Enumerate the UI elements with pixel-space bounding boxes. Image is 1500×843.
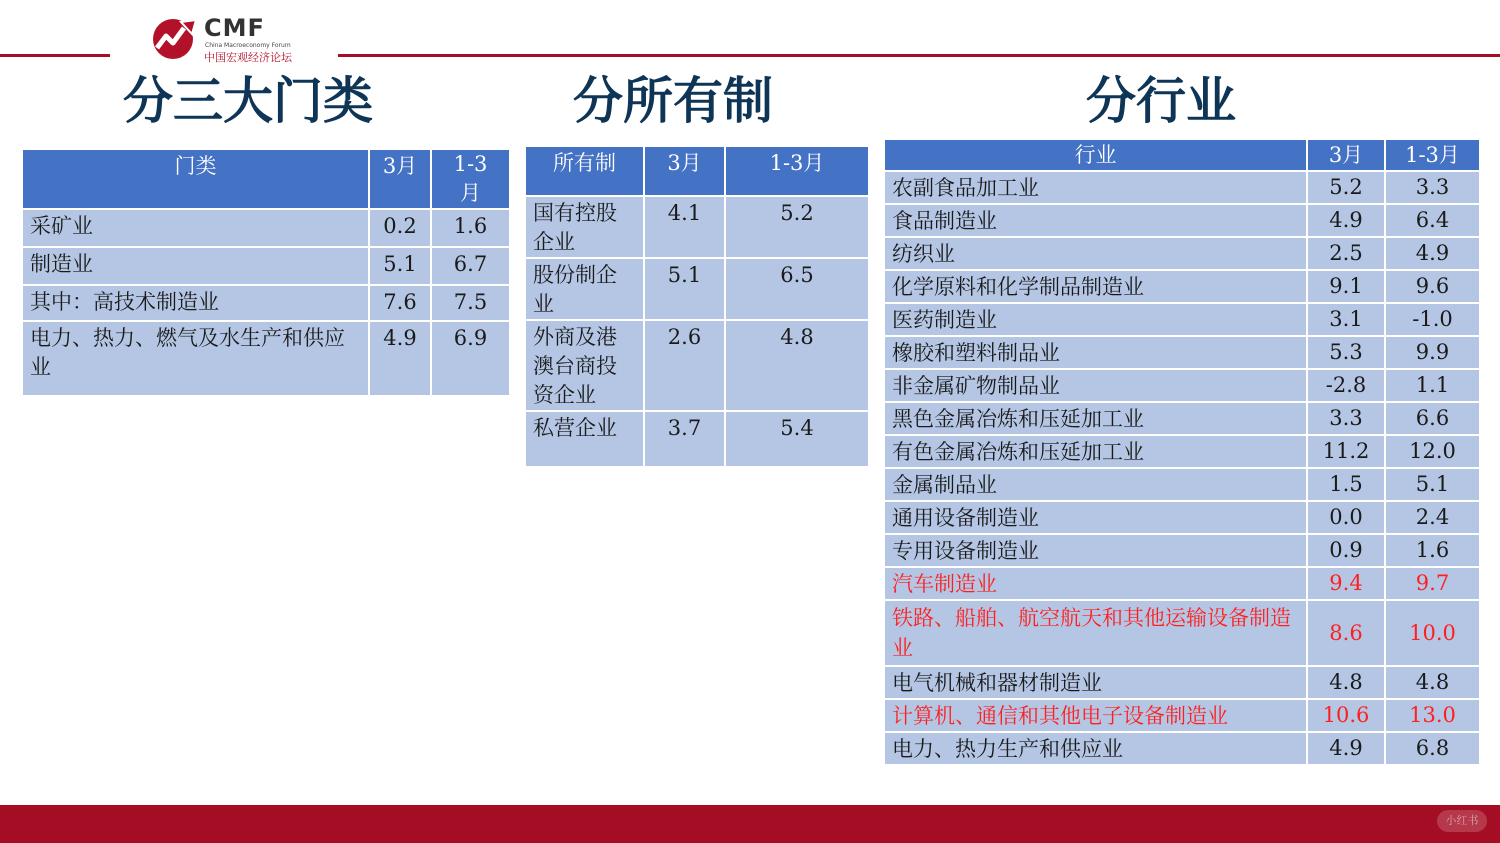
row-q1-value: -1.0	[1385, 303, 1480, 336]
row-name: 有色金属冶炼和压延加工业	[884, 435, 1307, 468]
table-row	[22, 285, 510, 321]
row-march-value: 2.6	[644, 320, 725, 411]
table-row	[525, 320, 869, 411]
table-row	[884, 567, 1480, 600]
table-row	[884, 336, 1480, 369]
row-q1-value: 1.6	[431, 209, 510, 247]
row-name: 黑色金属冶炼和压延加工业	[884, 402, 1307, 435]
table-row	[884, 600, 1480, 666]
row-march-value: -2.8	[1307, 369, 1385, 402]
row-march-value: 11.2	[1307, 435, 1385, 468]
row-q1-value: 12.0	[1385, 435, 1480, 468]
row-march-value: 5.3	[1307, 336, 1385, 369]
row-march-value: 9.1	[1307, 270, 1385, 303]
row-q1-value: 3.3	[1385, 171, 1480, 204]
row-march-value: 4.9	[369, 321, 431, 396]
row-q1-value: 5.4	[725, 411, 869, 467]
table-row	[884, 435, 1480, 468]
table-row	[884, 468, 1480, 501]
table-header-row	[884, 139, 1480, 171]
row-name: 采矿业	[22, 209, 369, 247]
table-row	[22, 321, 510, 396]
row-q1-value: 6.5	[725, 258, 869, 320]
table-row	[525, 411, 869, 467]
industry-section-title: 分行业	[1086, 72, 1236, 130]
table-header-row	[22, 149, 510, 209]
table-row	[884, 369, 1480, 402]
row-name: 电气机械和器材制造业	[884, 666, 1307, 699]
row-q1-value: 4.8	[1385, 666, 1480, 699]
row-q1-value: 9.9	[1385, 336, 1480, 369]
row-q1-value: 9.7	[1385, 567, 1480, 600]
row-march-value: 4.8	[1307, 666, 1385, 699]
row-name: 通用设备制造业	[884, 501, 1307, 534]
row-name: 外商及港澳台商投资企业	[525, 320, 644, 411]
row-march-value: 7.6	[369, 285, 431, 321]
category-section-title: 分三大门类	[123, 72, 373, 130]
table-row	[884, 204, 1480, 237]
logo-chinese: 中国宏观经济论坛	[204, 51, 292, 64]
row-name: 专用设备制造业	[884, 534, 1307, 567]
row-march-value: 10.6	[1307, 699, 1385, 732]
row-name: 制造业	[22, 247, 369, 285]
cmf-logo-icon	[151, 16, 201, 60]
logo-english: China Macroeconomy Forum	[205, 42, 291, 49]
row-march-value: 4.9	[1307, 204, 1385, 237]
row-q1-value: 5.1	[1385, 468, 1480, 501]
row-q1-value: 6.8	[1385, 732, 1480, 765]
row-name: 铁路、船舶、航空航天和其他运输设备制造业	[884, 600, 1307, 666]
row-q1-value: 13.0	[1385, 699, 1480, 732]
row-name: 电力、热力、燃气及水生产和供应业	[22, 321, 369, 396]
column-header-march: 3月	[369, 149, 431, 209]
row-q1-value: 6.6	[1385, 402, 1480, 435]
row-march-value: 8.6	[1307, 600, 1385, 666]
table-row	[884, 402, 1480, 435]
row-march-value: 3.3	[1307, 402, 1385, 435]
row-march-value: 0.0	[1307, 501, 1385, 534]
table-row	[525, 258, 869, 320]
row-q1-value: 6.4	[1385, 204, 1480, 237]
header-rule-left	[0, 54, 110, 57]
table-row	[884, 171, 1480, 204]
row-name: 医药制造业	[884, 303, 1307, 336]
column-header-q1: 1-3月	[725, 146, 869, 196]
row-q1-value: 7.5	[431, 285, 510, 321]
row-name: 电力、热力生产和供应业	[884, 732, 1307, 765]
row-march-value: 1.5	[1307, 468, 1385, 501]
industry-table	[883, 138, 1481, 766]
row-q1-value: 2.4	[1385, 501, 1480, 534]
table-row	[884, 303, 1480, 336]
table-row	[884, 699, 1480, 732]
row-march-value: 5.2	[1307, 171, 1385, 204]
row-march-value: 9.4	[1307, 567, 1385, 600]
row-march-value: 3.1	[1307, 303, 1385, 336]
row-q1-value: 6.7	[431, 247, 510, 285]
row-march-value: 4.9	[1307, 732, 1385, 765]
column-header-march: 3月	[1307, 139, 1385, 171]
header-rule-right	[338, 54, 1500, 57]
row-name: 股份制企业	[525, 258, 644, 320]
category-table	[21, 148, 511, 397]
row-name: 橡胶和塑料制品业	[884, 336, 1307, 369]
row-q1-value: 4.9	[1385, 237, 1480, 270]
table-row	[525, 196, 869, 258]
row-name: 计算机、通信和其他电子设备制造业	[884, 699, 1307, 732]
row-name: 非金属矿物制品业	[884, 369, 1307, 402]
row-q1-value: 9.6	[1385, 270, 1480, 303]
row-march-value: 0.2	[369, 209, 431, 247]
row-march-value: 5.1	[644, 258, 725, 320]
ownership-section-title: 分所有制	[573, 72, 773, 130]
row-march-value: 3.7	[644, 411, 725, 467]
row-q1-value: 4.8	[725, 320, 869, 411]
column-header-category: 门类	[22, 149, 369, 209]
table-row	[884, 270, 1480, 303]
watermark: 小红书	[1437, 810, 1487, 832]
table-row	[884, 732, 1480, 765]
row-name: 食品制造业	[884, 204, 1307, 237]
row-name: 纺织业	[884, 237, 1307, 270]
row-name: 化学原料和化学制品制造业	[884, 270, 1307, 303]
row-march-value: 2.5	[1307, 237, 1385, 270]
logo-name: CMF	[204, 14, 265, 42]
column-header-march: 3月	[644, 146, 725, 196]
cmf-logo	[148, 14, 338, 64]
column-header-q1	[431, 149, 510, 209]
row-march-value: 5.1	[369, 247, 431, 285]
row-march-value: 0.9	[1307, 534, 1385, 567]
column-header-industry: 行业	[884, 139, 1307, 171]
row-name: 私营企业	[525, 411, 644, 467]
row-name: 农副食品加工业	[884, 171, 1307, 204]
row-march-value: 4.1	[644, 196, 725, 258]
row-name: 国有控股企业	[525, 196, 644, 258]
table-row	[884, 534, 1480, 567]
row-q1-value: 10.0	[1385, 600, 1480, 666]
column-header-ownership: 所有制	[525, 146, 644, 196]
table-row	[22, 247, 510, 285]
ownership-table	[524, 145, 870, 468]
row-q1-value: 1.6	[1385, 534, 1480, 567]
row-name: 金属制品业	[884, 468, 1307, 501]
table-header-row	[525, 146, 869, 196]
table-row	[884, 501, 1480, 534]
column-header-q1-label: 1-3月	[453, 152, 488, 205]
column-header-q1: 1-3月	[1385, 139, 1480, 171]
table-row	[884, 666, 1480, 699]
footer-bar	[0, 805, 1500, 843]
row-q1-value: 6.9	[431, 321, 510, 396]
row-q1-value: 5.2	[725, 196, 869, 258]
row-q1-value: 1.1	[1385, 369, 1480, 402]
table-row	[884, 237, 1480, 270]
row-name: 其中：高技术制造业	[22, 285, 369, 321]
table-row	[22, 209, 510, 247]
row-name: 汽车制造业	[884, 567, 1307, 600]
